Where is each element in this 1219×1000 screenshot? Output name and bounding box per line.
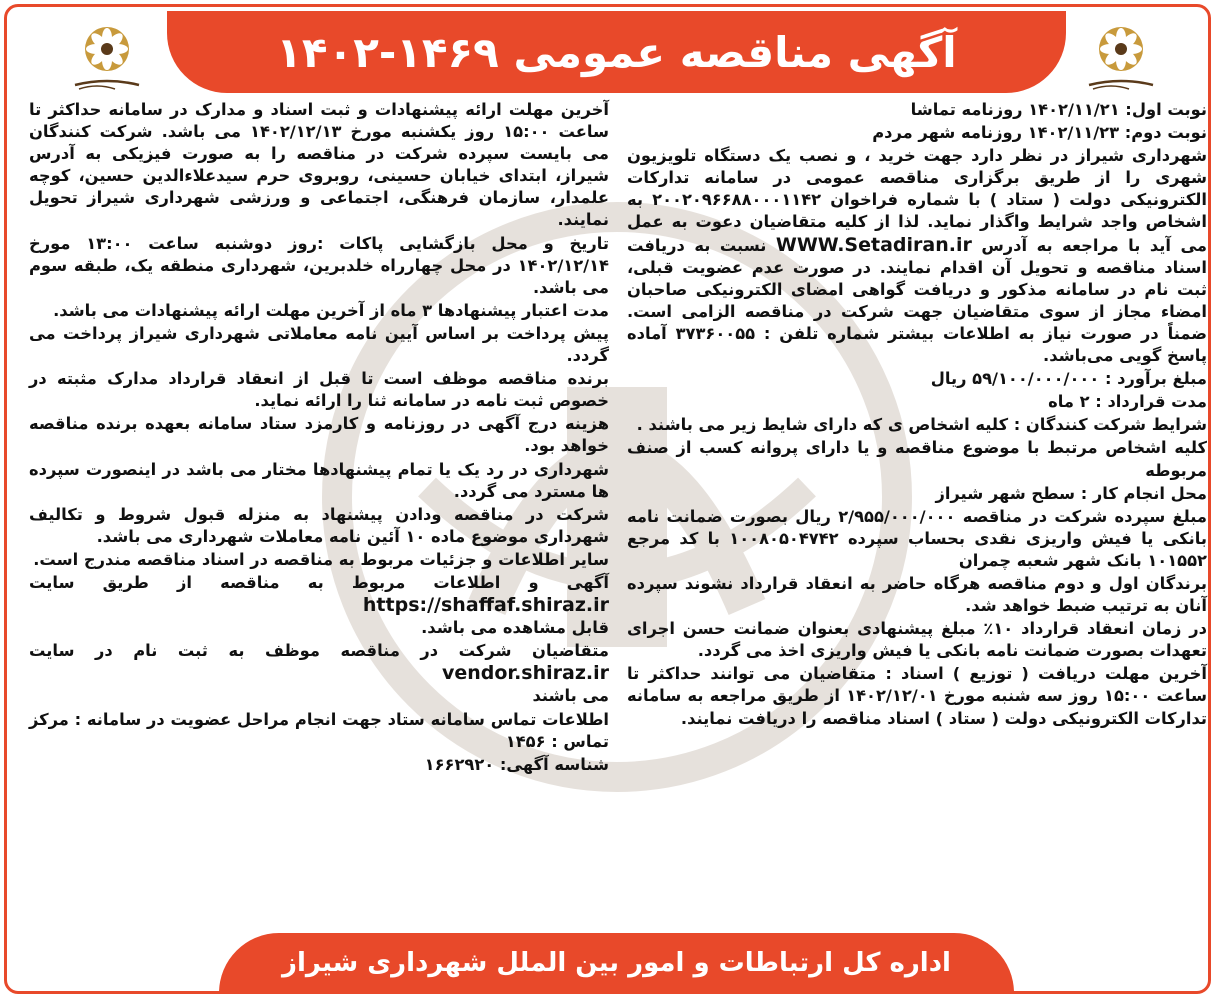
footer-text: اداره کل ارتباطات و امور بین الملل شهرداری شیراز (282, 948, 951, 978)
shaffaf-link[interactable]: https://shaffaf.shiraz.ir (362, 594, 609, 617)
shaffaf-info (29, 572, 609, 639)
contract-duration: مدت قرارداد : ۲ ماه (1048, 392, 1207, 412)
participant-requirements: کلیه اشخاص مرتبط با موضوع مناقصه و یا دارای پروانه کسب از صنف مربوطه (627, 438, 1207, 480)
first-publication: نوبت اول: ۱۴۰۲/۱۱/۲۱ روزنامه تماشا (910, 100, 1207, 119)
shiraz-municipality-logo-left (67, 21, 147, 93)
setadiran-link[interactable]: WWW.Setadiran.ir (775, 233, 972, 256)
shaffaf-suffix: قابل مشاهده می باشد. (421, 618, 609, 638)
vendor-prefix: متقاضیان شرکت در مناقصه موظف به ثبت نام در سایت (29, 641, 609, 661)
document-deadline: آخرین مهلت دریافت ( توزیع ) اسناد : متقاضیان می توانند حداکثر تا ساعت ۱۵:۰۰ روز سه شنبه مورخ ۱۴۰۲/۱۲/۰۱ از طریق مراجعه به سامانه تدارکات الکترونیکی دولت ( ستاد ) اسناد مناقصه را دریافت نمایند. (627, 664, 1207, 728)
vendor-info (29, 640, 609, 707)
footer-banner (219, 933, 1014, 993)
left-column (29, 99, 609, 777)
proposal-deadline: آخرین مهلت ارائه پیشنهادات و ثبت اسناد و مدارک در سامانه حداکثر تا ساعت ۱۵:۰۰ روز یکشنبه مورخ ۱۴۰۲/۱۲/۱۳ می باشد. شرکت کنندگان می بایست سپرده شرکت در مناقصه را به صورت فیزیکی به آدرس شیراز، ابتدای خیابان حسینی، روبروی حرم سیدعلاءالدین حسین، کوچه علمدار، سازمان فرهنگی، اجتماعی و ورزشی شهرداری شیراز تحویل نمایند. (29, 100, 609, 230)
ad-title: آگهی مناقصه عمومی ۱۴۶۹-۱۴۰۲ (276, 27, 957, 77)
tender-intro-continued: نسبت به دریافت اسناد مناقصه و تحویل آن اقدام نمایند. در صورت عدم عضویت قبلی، ثبت نام در سامانه مذکور و دریافت گواهی امضای الکترونیکی صاحبان امضاء مجاز از سوی متقاضیان جهت شرکت در مناقصه الزامی است. ضمناً در صورت نیاز به اطلاعات بیشتر شماره تلفن : ۳۷۳۶۰۰۵۵ آماده پاسخ گویی می‌باشد. (627, 235, 1207, 366)
title-banner (167, 11, 1066, 93)
right-column (627, 99, 1207, 731)
opening-date-location: تاریخ و محل بازگشایی پاکات :روز دوشنبه ساعت ۱۳:۰۰ مورخ ۱۴۰۲/۱۲/۱۴ در محل چهارراه خلدبرین، شهرداری منطقه یک، طبقه سوم می باشد. (29, 233, 609, 297)
vendor-link[interactable]: vendor.shiraz.ir (441, 662, 609, 685)
ad-cost: هزینه درج آگهی در روزنامه و کارمزد ستاد سامانه بعهده برنده مناقصه خواهد بود. (29, 414, 609, 456)
vendor-suffix: می باشند (532, 686, 609, 706)
participant-conditions: شرایط شرکت کنندگان : کلیه اشخاص ی که دارای شایط زیر می باشند . (636, 415, 1207, 435)
validity-period: مدت اعتبار پیشنهادها ۳ ماه از آخرین مهلت ارائه پیشنهادات می باشد. (53, 300, 609, 320)
acceptance-clause: شرکت در مناقصه ودادن پیشنهاد به منزله قبول شروط و تکالیف شهرداری موضوع ماده ۱۰ آئین نامه معاملات شهرداری می باشد. (29, 504, 609, 546)
winners-clause: برندگان اول و دوم مناقصه هرگاه حاضر به انعقاد قرارداد نشوند سپرده آنان به ترتیب ضبط خواهد شد. (627, 573, 1207, 616)
advertisement-frame (4, 4, 1211, 994)
deposit-amount: مبلغ سپرده شرکت در مناقصه ۲/۹۵۵/۰۰۰/۰۰۰ ریال بصورت ضمانت نامه بانکی یا فیش واریزی نقدی بحساب سپرده ۱۰۰۸۰۵۰۴۷۴۲ با کد مرجع ۱۰۱۵۵۲ بانک شهر شعبه چمران (627, 506, 1208, 570)
tender-intro: شهرداری شیراز در نظر دارد جهت خرید ، و نصب یک دستگاه تلویزیون شهری را از طریق برگزاری مناقصه عمومی در سامانه تدارکات الکترونیکی دولت ( ستاد ) با شماره فراخوان ۲۰۰۲۰۹۶۶۸۸۰۰۰۱۱۴۲ به اشخاص واجد شرایط واگذار نماید. لذا از کلیه متقاضیان دعوت به عمل می آید با مراجعه به آدرس (627, 146, 1208, 255)
tender-description (627, 145, 1207, 367)
sana-registration: برنده مناقصه موظف است تا قبل از انعقاد قرارداد مدارک مثبته در خصوص ثبت نامه در سامانه ثنا را ارائه نماید. (29, 369, 609, 411)
estimated-amount: مبلغ برآورد : ۵۹/۱۰۰/۰۰۰/۰۰۰ ریال (930, 369, 1207, 389)
performance-guarantee: در زمان انعقاد قرارداد ۱۰٪ مبلغ پیشنهادی بعنوان ضمانت حسن اجرای تعهدات بصورت ضمانت نامه بانکی یا فیش واریزی اخذ می گردد. (627, 619, 1207, 661)
second-publication: نوبت دوم: ۱۴۰۲/۱۱/۲۳ روزنامه شهر مردم (872, 123, 1207, 143)
shaffaf-prefix: آگهی و اطلاعات مربوط به مناقصه از طریق سایت (29, 572, 609, 592)
ad-id: شناسه آگهی: ۱۶۶۲۹۲۰ (424, 754, 609, 774)
work-location: محل انجام کار : سطح شهر شیراز (935, 483, 1207, 503)
other-info: سایر اطلاعات و جزئیات مربوط به مناقصه در اسناد مناقصه مندرج است. (33, 549, 609, 569)
rejection-right: شهرداری در رد یک یا تمام پیشنهادها مختار می باشد در اینصورت سپرده ها مسترد می گردد. (29, 459, 609, 501)
shiraz-municipality-logo-right (1081, 21, 1161, 93)
setad-contact: اطلاعات تماس سامانه ستاد جهت انجام مراحل عضویت در سامانه : مرکز تماس : ۱۴۵۶ (29, 709, 609, 751)
prepayment: پیش پرداخت بر اساس آیین نامه معاملاتی شهرداری شیراز پرداخت می گردد. (29, 323, 609, 366)
